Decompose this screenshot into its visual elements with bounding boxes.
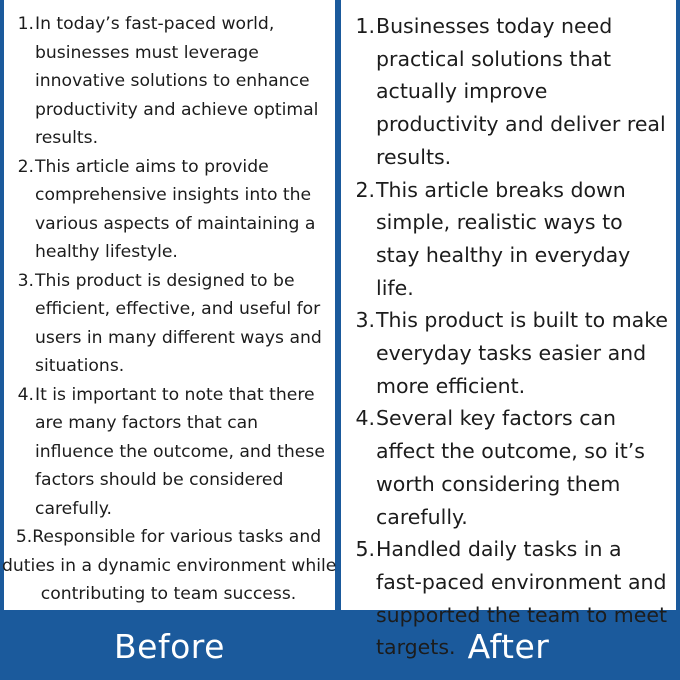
before-item-text: In today’s fast-paced world, businesses must leverage innovative solutions to enhance productivity and achieve optimal results. xyxy=(35,14,319,148)
after-label: After xyxy=(467,627,550,666)
after-item-3 xyxy=(355,304,672,402)
after-item-1 xyxy=(355,10,672,174)
before-item-text: This product is designed to be efficient, effective, and useful for users in many different ways and situations. xyxy=(35,270,322,376)
after-item-text: This product is built to make everyday tasks easier and more efficient. xyxy=(376,308,668,398)
before-item-4 xyxy=(14,381,335,524)
after-list xyxy=(355,10,672,664)
before-item-3 xyxy=(14,267,335,381)
before-item-2 xyxy=(14,153,335,267)
after-item-4 xyxy=(355,402,672,533)
after-item-text: This article breaks down simple, realistic ways to stay healthy in everyday life. xyxy=(376,177,631,300)
after-item-text: Handled daily tasks in a fast-paced environment and supported the team to meet targets. xyxy=(376,537,668,660)
before-item-number: 4. xyxy=(17,384,34,405)
after-item-number: 2. xyxy=(355,177,375,202)
before-item-number: 3. xyxy=(17,270,34,291)
after-item-number: 3. xyxy=(355,308,375,333)
before-panel xyxy=(4,0,335,610)
after-item-2 xyxy=(355,174,672,305)
before-item-5 xyxy=(2,523,337,609)
after-item-number: 4. xyxy=(355,406,375,431)
before-item-text: It is important to note that there are many factors that can influence the outcome, and these factors should be considered carefully. xyxy=(35,384,325,519)
before-list xyxy=(2,10,337,609)
after-item-number: 1. xyxy=(355,14,375,38)
before-item-1 xyxy=(14,10,335,153)
before-item-number: 2. xyxy=(17,156,34,177)
after-item-number: 5. xyxy=(355,537,375,562)
before-item-5-line-1: 5.Responsible for various tasks and xyxy=(15,527,322,547)
after-item-text: Several key factors can affect the outcome, so it’s worth considering them carefully. xyxy=(376,406,645,529)
before-item-5-line-2: duties in a dynamic environment while xyxy=(2,555,337,576)
before-item-5-line-3: contributing to team success. xyxy=(40,584,297,604)
before-item-text: This article aims to provide comprehensive insights into the various aspects of maintaining a healthy lifestyle. xyxy=(35,156,316,262)
before-item-number: 1. xyxy=(17,14,34,34)
after-item-text: Businesses today need practical solutions that actually improve productivity and deliver real results. xyxy=(376,14,666,169)
before-label: Before xyxy=(114,627,225,666)
